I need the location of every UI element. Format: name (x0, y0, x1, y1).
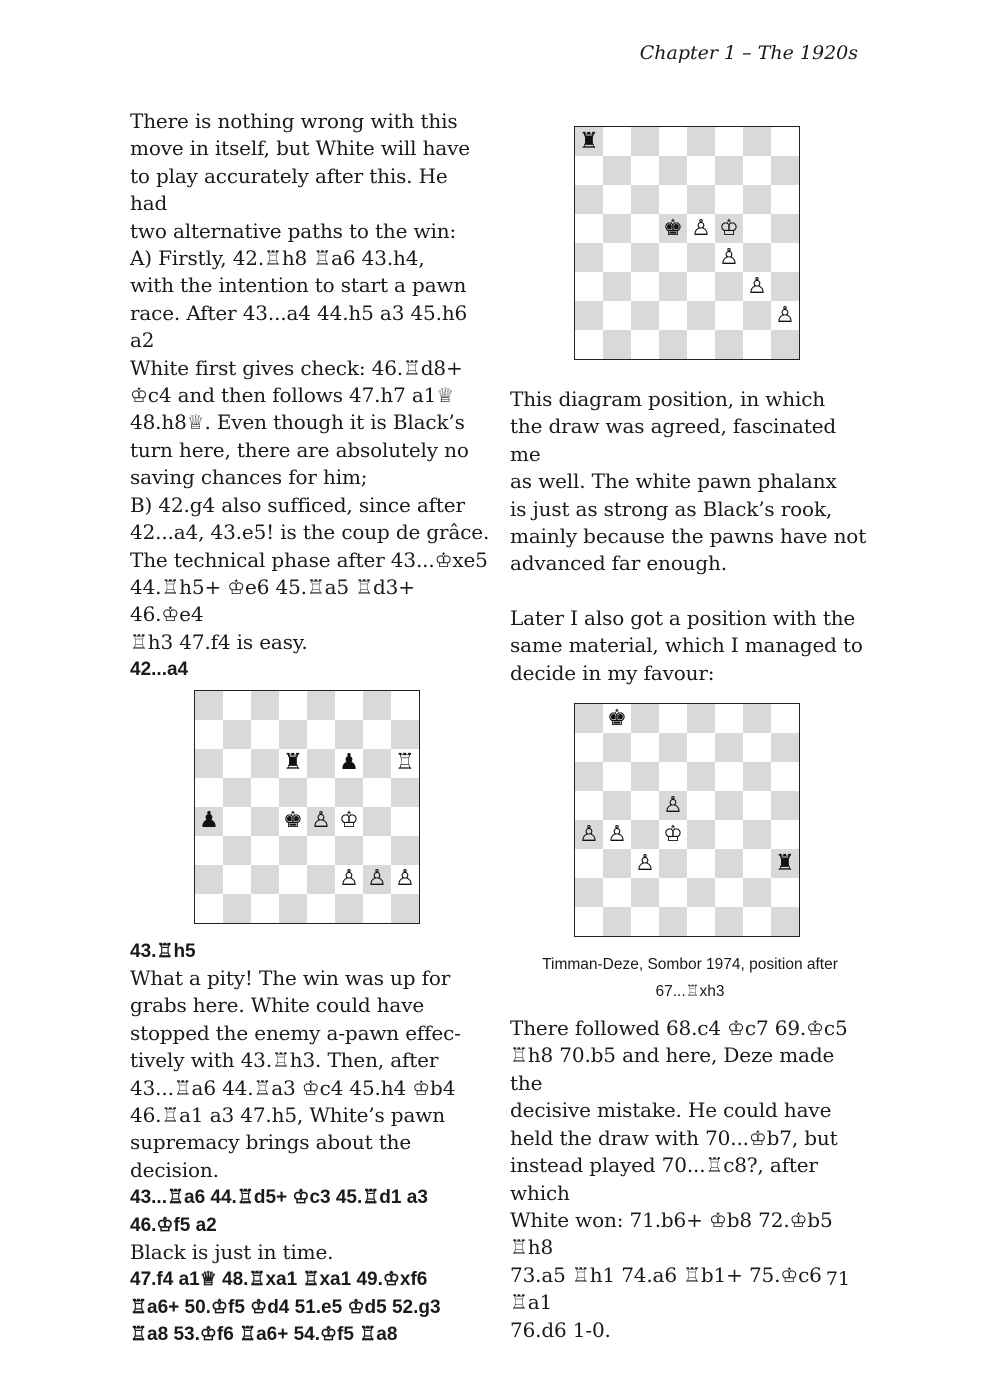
square-b7 (603, 156, 631, 185)
chess-piece-white: ♙ (579, 821, 599, 847)
square-c8 (631, 127, 659, 156)
square-g4 (363, 807, 391, 836)
paragraph: This diagram position, in which the draw was agreed, fascinated me as well. The white pawn phalanx is just as strong as Black’s rook, mainly because the pawns have not advanced far enough. (510, 387, 867, 576)
square-a7 (195, 720, 223, 749)
square-e7 (687, 733, 715, 762)
diagram-wrapper (194, 690, 490, 924)
square-a2 (195, 865, 223, 894)
square-h8 (391, 691, 419, 720)
chess-piece-black: ♜ (775, 850, 795, 876)
chess-piece-black: ♚ (283, 808, 303, 834)
square-g1 (743, 907, 771, 936)
square-d1 (659, 330, 687, 359)
square-c8 (251, 691, 279, 720)
square-e1 (687, 330, 715, 359)
square-b4 (603, 243, 631, 272)
square-e6 (687, 185, 715, 214)
square-d5 (659, 791, 687, 820)
square-g5 (743, 214, 771, 243)
move-line: 43.♖h5 (130, 940, 196, 962)
square-b3 (223, 836, 251, 865)
square-a8 (195, 691, 223, 720)
square-h1 (391, 894, 419, 923)
diagram-wrapper (574, 703, 870, 937)
square-a8 (575, 704, 603, 733)
square-b4 (223, 807, 251, 836)
square-f8 (335, 691, 363, 720)
square-b3 (603, 849, 631, 878)
square-h1 (771, 907, 799, 936)
square-f2 (715, 301, 743, 330)
chess-piece-black: ♟ (339, 750, 359, 776)
square-b1 (223, 894, 251, 923)
chess-piece-white: ♙ (635, 850, 655, 876)
square-b2 (603, 878, 631, 907)
square-h7 (391, 720, 419, 749)
square-e8 (307, 691, 335, 720)
paragraph: There is nothing wrong with this move in itself, but White will have to play accurately after this. He had two alternative paths to the win: A) Firstly, 42.♖h8 ♖a6 43.h4, with the intention to start a pawn race. After 43...a4 44.h5 a3 45.h6 a2 White first gives check: 46.♖d8+ ♔c4 and then follows 47.h7 a1♕ 48.h8♕. Even though it is Black’s turn here, there are absolutely no saving chances for him; B) 42.g4 also sufficed, since after 42...a4, 43.e5! is the coup de grâce. The technical phase after 43...♔xe5 44.♖h5+ ♔e6 45.♖a5 ♖d3+ 46.♔e4 ♖h3 47.f4 is easy. (130, 109, 490, 654)
square-e8 (687, 127, 715, 156)
square-a6 (195, 749, 223, 778)
square-d5 (279, 778, 307, 807)
chess-piece-white: ♙ (367, 866, 387, 892)
square-f5 (335, 778, 363, 807)
square-g5 (363, 778, 391, 807)
square-g2 (743, 878, 771, 907)
square-b7 (603, 733, 631, 762)
square-b5 (603, 214, 631, 243)
square-f2 (335, 865, 363, 894)
square-b5 (603, 791, 631, 820)
square-h2 (771, 878, 799, 907)
square-b6 (603, 762, 631, 791)
square-c3 (631, 849, 659, 878)
paragraph: Black is just in time. (130, 1240, 334, 1264)
square-a1 (575, 330, 603, 359)
square-f3 (715, 272, 743, 301)
square-e3 (687, 849, 715, 878)
chess-piece-white: ♙ (395, 866, 415, 892)
square-g4 (743, 820, 771, 849)
square-h3 (771, 272, 799, 301)
square-a4 (575, 243, 603, 272)
diagram-wrapper (574, 126, 870, 360)
spacer (510, 578, 870, 605)
square-a6 (575, 185, 603, 214)
square-h3 (771, 849, 799, 878)
diagram-caption: Timman-Deze, Sombor 1974, position after 67...♖xh3 (542, 956, 838, 1001)
chess-piece-black: ♜ (283, 750, 303, 776)
square-e4 (687, 243, 715, 272)
square-g6 (743, 185, 771, 214)
square-b8 (223, 691, 251, 720)
square-e5 (307, 778, 335, 807)
chess-piece-white: ♔ (719, 215, 739, 241)
square-a4 (195, 807, 223, 836)
square-b3 (603, 272, 631, 301)
square-h3 (391, 836, 419, 865)
square-h4 (771, 243, 799, 272)
square-d1 (659, 907, 687, 936)
square-c3 (631, 272, 659, 301)
move-line: 42...a4 (130, 659, 189, 681)
square-f7 (335, 720, 363, 749)
square-h8 (771, 127, 799, 156)
chess-diagram (574, 126, 800, 360)
square-d5 (659, 214, 687, 243)
square-g4 (743, 243, 771, 272)
square-h2 (771, 301, 799, 330)
square-f6 (715, 185, 743, 214)
square-c2 (631, 878, 659, 907)
square-d7 (279, 720, 307, 749)
square-d3 (659, 849, 687, 878)
square-a8 (575, 127, 603, 156)
square-c8 (631, 704, 659, 733)
chess-piece-black: ♜ (579, 128, 599, 154)
square-e5 (687, 214, 715, 243)
square-d4 (659, 243, 687, 272)
square-f8 (715, 704, 743, 733)
square-a3 (575, 272, 603, 301)
square-f5 (715, 791, 743, 820)
square-b2 (223, 865, 251, 894)
square-e2 (307, 865, 335, 894)
square-a5 (575, 791, 603, 820)
square-b4 (603, 820, 631, 849)
square-b8 (603, 127, 631, 156)
page-number: 71 (825, 1268, 850, 1290)
square-f1 (715, 330, 743, 359)
chess-piece-black: ♚ (663, 215, 683, 241)
square-b6 (603, 185, 631, 214)
square-e1 (307, 894, 335, 923)
square-d7 (659, 733, 687, 762)
right-column (510, 108, 870, 1344)
square-f6 (335, 749, 363, 778)
paragraph: Later I also got a position with the same material, which I managed to decide in my favour: (510, 605, 863, 685)
square-f2 (715, 878, 743, 907)
paragraph: What a pity! The win was up for grabs here. White could have stopped the enemy a-pawn effec- tively with 43.♖h3. Then, after 43...♖a6 44.♖a3 ♔c4 45.h4 ♔b4 46.♖a1 a3 47.h5, White’s pawn supremacy brings about the decision. (130, 965, 461, 1182)
move-line: 47.f4 a1♕ 48.♖xa1 ♖xa1 49.♔xf6 ♖a6+ 50.♔f5 ♔d4 51.e5 ♔d5 52.g3 ♖a8 53.♔f6 ♖a6+ 54.♔f5 ♖a8 (130, 1269, 441, 1346)
chess-piece-white: ♔ (339, 808, 359, 834)
square-b5 (223, 778, 251, 807)
chess-piece-white: ♙ (607, 821, 627, 847)
square-a1 (195, 894, 223, 923)
chess-piece-white: ♙ (339, 866, 359, 892)
chess-diagram (194, 690, 420, 924)
square-e8 (687, 704, 715, 733)
square-a2 (575, 301, 603, 330)
spacer (510, 1005, 870, 1015)
square-c4 (251, 807, 279, 836)
square-g3 (743, 849, 771, 878)
square-a3 (575, 849, 603, 878)
square-d7 (659, 156, 687, 185)
square-f3 (335, 836, 363, 865)
square-f6 (715, 762, 743, 791)
square-a6 (575, 762, 603, 791)
square-d2 (659, 878, 687, 907)
square-g2 (363, 865, 391, 894)
square-b6 (223, 749, 251, 778)
square-h1 (771, 330, 799, 359)
square-f4 (335, 807, 363, 836)
square-g7 (743, 733, 771, 762)
left-column (130, 108, 490, 1349)
square-c7 (631, 733, 659, 762)
square-c7 (251, 720, 279, 749)
square-d3 (279, 836, 307, 865)
square-d1 (279, 894, 307, 923)
square-h5 (771, 791, 799, 820)
square-h7 (771, 733, 799, 762)
square-e6 (687, 762, 715, 791)
square-b7 (223, 720, 251, 749)
square-c1 (631, 907, 659, 936)
square-g1 (363, 894, 391, 923)
square-e5 (687, 791, 715, 820)
square-f8 (715, 127, 743, 156)
paragraph: There followed 68.c4 ♔c7 69.♔c5 ♖h8 70.b5 and here, Deze made the decisive mistake. He could have held the draw with 70...♔b7, but instead played 70...♖c8?, after which White won: 71.b6+ ♔b8 72.♔b5 ♖h8 73.a5 ♖h1 74.a6 ♖b1+ 75.♔c6 ♖a1 76.d6 1-0. (510, 1016, 848, 1342)
square-b2 (603, 301, 631, 330)
square-c2 (251, 865, 279, 894)
square-c7 (631, 156, 659, 185)
square-a5 (575, 214, 603, 243)
square-d6 (279, 749, 307, 778)
square-g5 (743, 791, 771, 820)
square-h6 (771, 762, 799, 791)
square-g8 (743, 127, 771, 156)
square-g8 (743, 704, 771, 733)
square-g3 (363, 836, 391, 865)
square-f4 (715, 820, 743, 849)
square-f1 (715, 907, 743, 936)
square-d3 (659, 272, 687, 301)
square-e2 (687, 301, 715, 330)
square-d8 (659, 704, 687, 733)
chess-piece-white: ♖ (395, 750, 415, 776)
square-c4 (631, 820, 659, 849)
square-g7 (363, 720, 391, 749)
chess-piece-white: ♙ (747, 273, 767, 299)
square-f5 (715, 214, 743, 243)
square-a1 (575, 907, 603, 936)
square-d2 (659, 301, 687, 330)
square-e2 (687, 878, 715, 907)
square-a4 (575, 820, 603, 849)
square-h6 (771, 185, 799, 214)
square-c5 (631, 214, 659, 243)
chess-diagram (574, 703, 800, 937)
square-e7 (307, 720, 335, 749)
square-f4 (715, 243, 743, 272)
square-h6 (391, 749, 419, 778)
chess-piece-white: ♙ (311, 808, 331, 834)
square-h7 (771, 156, 799, 185)
square-h4 (391, 807, 419, 836)
square-c2 (631, 301, 659, 330)
square-h5 (391, 778, 419, 807)
chess-piece-black: ♚ (607, 705, 627, 731)
square-c6 (251, 749, 279, 778)
square-d8 (279, 691, 307, 720)
square-f3 (715, 849, 743, 878)
square-h4 (771, 820, 799, 849)
square-d6 (659, 762, 687, 791)
square-f7 (715, 733, 743, 762)
chess-piece-white: ♙ (691, 215, 711, 241)
square-d6 (659, 185, 687, 214)
chess-piece-black: ♟ (199, 808, 219, 834)
square-e3 (307, 836, 335, 865)
square-a7 (575, 156, 603, 185)
square-e4 (687, 820, 715, 849)
square-e7 (687, 156, 715, 185)
square-c1 (251, 894, 279, 923)
square-e4 (307, 807, 335, 836)
square-b1 (603, 330, 631, 359)
square-g6 (743, 762, 771, 791)
square-d4 (659, 820, 687, 849)
square-g6 (363, 749, 391, 778)
square-h5 (771, 214, 799, 243)
square-b1 (603, 907, 631, 936)
square-c5 (631, 791, 659, 820)
square-c3 (251, 836, 279, 865)
chess-piece-white: ♙ (719, 244, 739, 270)
square-d8 (659, 127, 687, 156)
square-d2 (279, 865, 307, 894)
chess-piece-white: ♙ (775, 302, 795, 328)
square-a7 (575, 733, 603, 762)
square-c5 (251, 778, 279, 807)
square-f1 (335, 894, 363, 923)
square-f7 (715, 156, 743, 185)
running-head: Chapter 1 – The 1920s (639, 42, 858, 64)
square-g7 (743, 156, 771, 185)
square-h8 (771, 704, 799, 733)
square-g3 (743, 272, 771, 301)
square-c4 (631, 243, 659, 272)
square-c1 (631, 330, 659, 359)
move-line: 43...♖a6 44.♖d5+ ♔c3 45.♖d1 a3 46.♔f5 a2 (130, 1187, 428, 1236)
square-b8 (603, 704, 631, 733)
square-c6 (631, 185, 659, 214)
square-g1 (743, 330, 771, 359)
square-a2 (575, 878, 603, 907)
square-g8 (363, 691, 391, 720)
square-g2 (743, 301, 771, 330)
square-e6 (307, 749, 335, 778)
chess-piece-white: ♔ (663, 821, 683, 847)
square-e1 (687, 907, 715, 936)
square-a3 (195, 836, 223, 865)
square-a5 (195, 778, 223, 807)
square-d4 (279, 807, 307, 836)
square-h2 (391, 865, 419, 894)
square-e3 (687, 272, 715, 301)
square-c6 (631, 762, 659, 791)
chess-piece-white: ♙ (663, 792, 683, 818)
